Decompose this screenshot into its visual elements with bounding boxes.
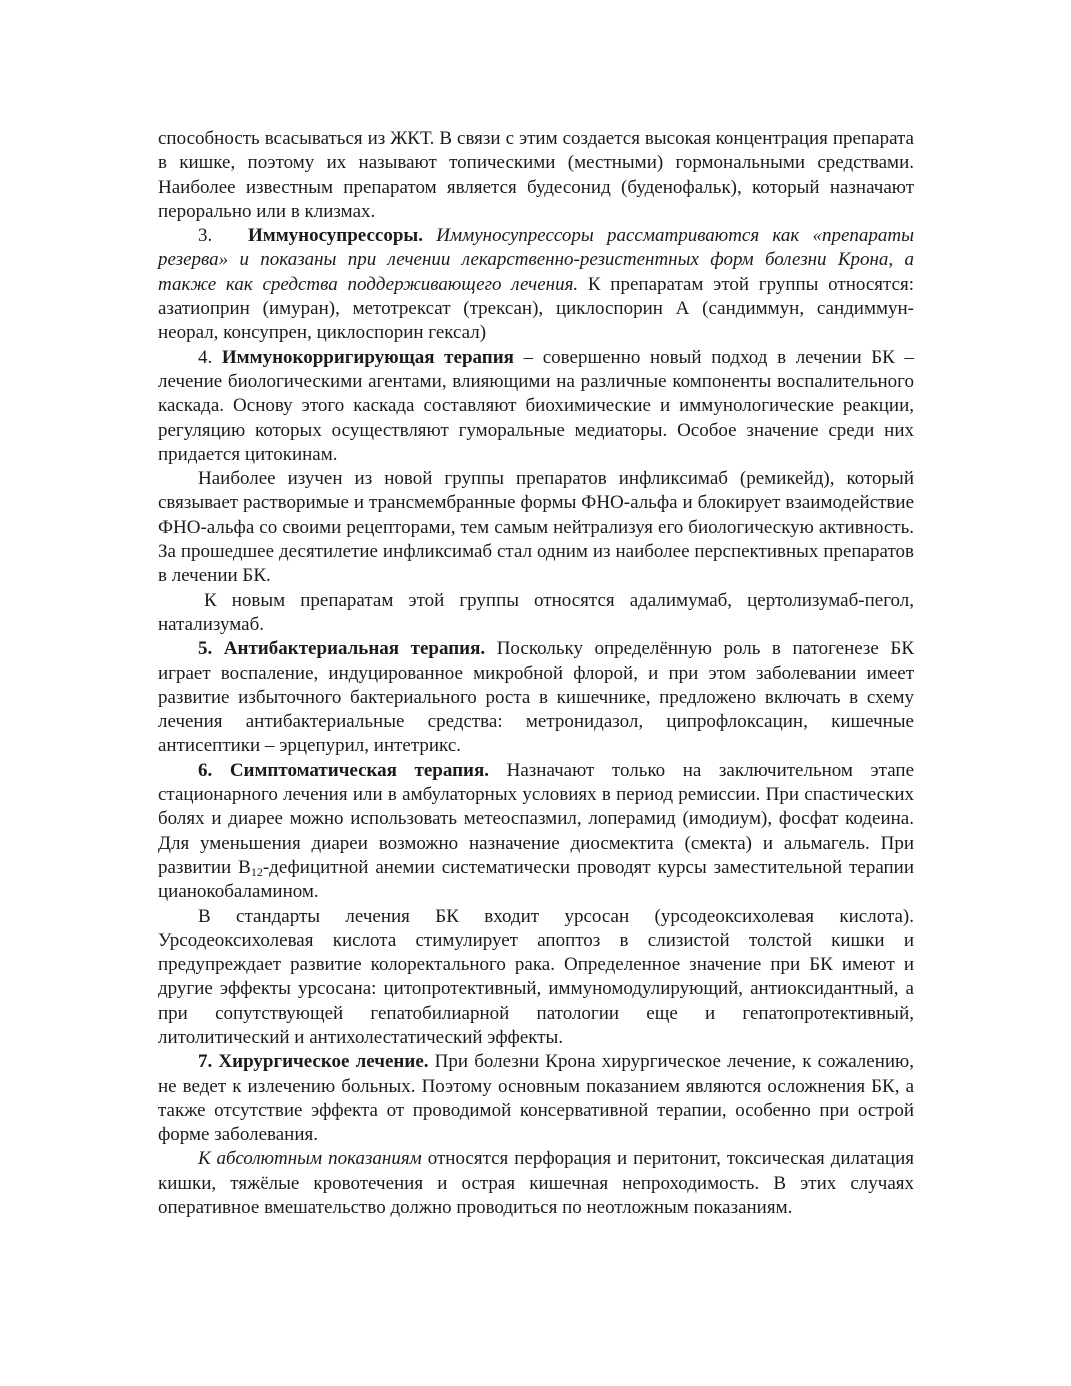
paragraph-text: Наиболее изучен из новой группы препаратов инфликсимаб (ремикейд), который связывает растворимые и трансмембранные формы ФНО-альфа и блокирует взаимодействие ФНО-альфа со своими рецепторами, тем самым нейтрализуя его биологическую активность. За прошедшее десятилетие инфликсимаб стал одним из наиболее перспективных препаратов в лечении БК. [158, 468, 914, 587]
section-heading: 5. Антибактериальная терапия. [198, 638, 486, 660]
paragraph-infliximab [158, 467, 914, 588]
paragraph-immunocorrective [158, 346, 914, 467]
paragraph-text: способность всасываться из ЖКТ. В связи с этим создается высокая концентрация препарата в кишке, поэтому их называют топическими (местными) гормональными средствами. Наиболее известным препаратом является будесонид (буденофальк), который назначают перорально или в клизмах. [158, 128, 914, 222]
paragraph-text: Поскольку определённую роль в патогенезе БК играет воспаление, индуцированное микробной флорой, и при этом заболевании имеет развитие избыточного бактериального роста в кишечнике, предложено включать в схему лечения антибактериальные средства: метронидазол, ципрофлоксацин, кишечные антисептики – эрцепурил, интетрикс. [158, 638, 914, 757]
section-heading: Иммуносупрессоры. [248, 225, 423, 247]
paragraph-intro [158, 127, 914, 224]
subscript: 12 [250, 864, 263, 879]
paragraph-symptomatic [158, 759, 914, 905]
paragraph-text: Назначают только на заключительном этапе стационарного лечения или в амбулаторных условиях в период ремиссии. При спастических болях и диарее можно использовать метеоспазмил, лоперамид (имодиум), фосфат кодеина. Для уменьшения диареи возможно назначение диосмектита (смекта) и альмагель. При развитии В [158, 759, 914, 878]
list-number: 3. [198, 225, 213, 247]
paragraph-text: – совершенно новый подход в лечении БК – лечение биологическими агентами, влияющими на различные компоненты воспалительного каскада. Основу этого каскада составляют биохимические и иммунологические реакции, регуляцию которых осуществляют гуморальные медиаторы. Особое значение среди них придается цитокинам. [158, 346, 915, 465]
list-number: 4. [198, 346, 222, 368]
section-heading: 7. Хирургическое лечение. [198, 1051, 429, 1073]
italic-text: Иммуносупрессоры рассматриваются как «препараты резерва» и показаны при лечении лекарственно-резистентных форм болезни Крона, а также как средства поддерживающего лечения. [158, 225, 914, 295]
paragraph-new-drugs [158, 589, 914, 638]
paragraph-text: В стандарты лечения БК входит урсосан (урсодеоксихолевая кислота). Урсодеоксихолевая кислота стимулирует апоптоз в слизистой толстой кишки и предупреждает развитие колоректального рака. Определенное значение при БК имеют и другие эффекты урсосана: цитопротективный, иммуномодулирующий, антиоксидантный, а при сопутствующей гепатобилиарной патологии еще и гепатопротективный, литолитический и антихолестатический эффекты. [158, 905, 914, 1048]
paragraph-ursosan [158, 905, 914, 1051]
document-page [158, 127, 914, 1220]
italic-text: К абсолютным показаниям [198, 1148, 422, 1170]
paragraph-text: К препаратам этой группы относятся: азатиоприн (имуран), метотрексат (трексан), циклоспорин А (сандиммун, сандиммун-неорал, консупрен, циклоспорин гексал) [158, 273, 915, 344]
paragraph-text: -дефицитной анемии систематически проводят курсы заместительной терапии цианокобаламином. [158, 856, 915, 903]
paragraph-absolute-indications [158, 1147, 914, 1220]
paragraph-text: К новым препаратам этой группы относятся адалимумаб, цертолизумаб-пегол, натализумаб. [158, 589, 914, 635]
section-heading: Иммунокорригирующая терапия [221, 346, 514, 368]
section-heading: 6. Симптоматическая терапия. [198, 759, 490, 781]
paragraph-text: При болезни Крона хирургическое лечение, к сожалению, не ведет к излечению больных. Поэтому основным показанием являются осложнения БК, а также отсутствие эффекта от проводимой консервативной терапии, особенно при острой форме заболевания. [158, 1051, 914, 1146]
paragraph-text: относятся перфорация и перитонит, токсическая дилатация кишки, тяжёлые кровотечения и острая кишечная непроходимость. В этих случаях оперативное вмешательство должно проводиться по неотложным показаниям. [158, 1148, 914, 1219]
paragraph-surgical [158, 1050, 914, 1147]
paragraph-antibacterial [158, 637, 914, 758]
paragraph-immunosuppressors [158, 224, 914, 345]
